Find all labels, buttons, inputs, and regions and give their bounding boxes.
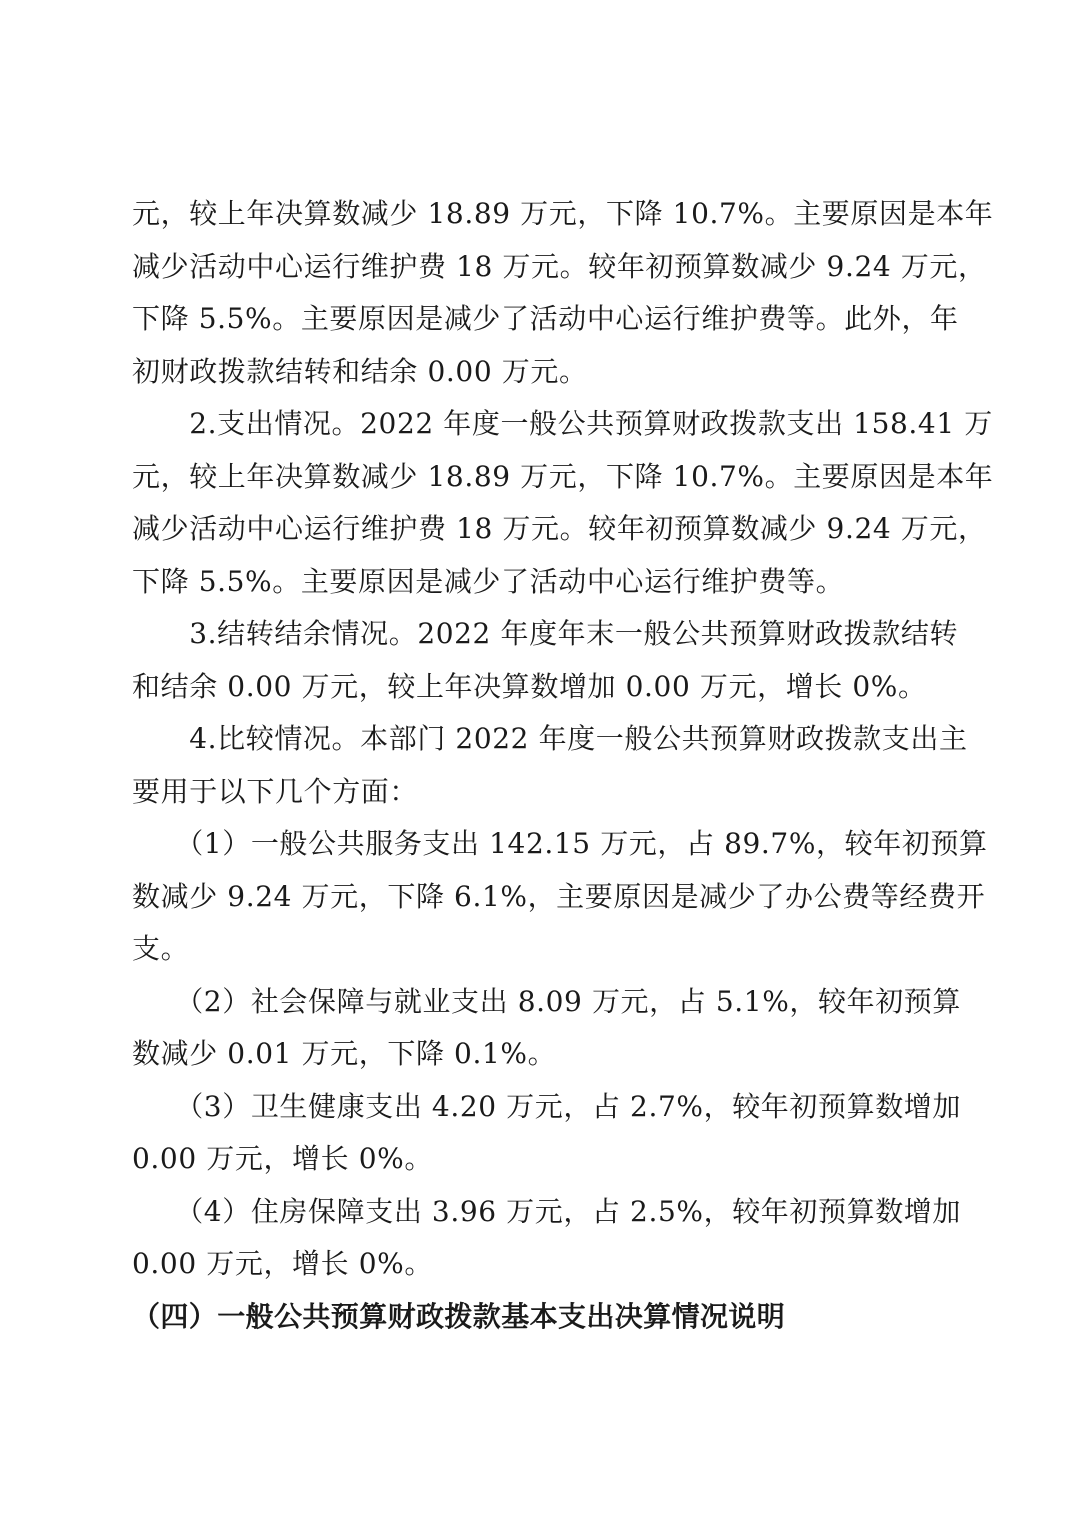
section-heading: （四）一般公共预算财政拨款基本支出决算情况说明 [132,1299,786,1333]
text-line: 支。 [132,932,190,965]
text-line: 0.00 万元，增长 0%。 [132,1142,433,1175]
text-line: 3.结转结余情况。2022 年度年末一般公共预算财政拨款结转 [132,617,959,650]
text-line: 要用于以下几个方面： [132,774,419,808]
text-line: 4.比较情况。本部门 2022 年度一般公共预算财政拨款支出主 [132,722,968,755]
text-line: 0.00 万元，增长 0%。 [132,1247,433,1280]
text-line: 初财政拨款结转和结余 0.00 万元。 [132,354,588,388]
text-line: （1）一般公共服务支出 142.15 万元，占 89.7%，较年初预算 [132,827,988,860]
text-line: （3）卫生健康支出 4.20 万元，占 2.7%，较年初预算数增加 [132,1089,961,1123]
text-line: 减少活动中心运行维护费 18 万元。较年初预算数减少 9.24 万元， [132,512,987,545]
text-line: 2.支出情况。2022 年度一般公共预算财政拨款支出 158.41 万 [132,407,993,440]
text-line: 数减少 0.01 万元，下降 0.1%。 [132,1037,557,1070]
text-line: 下降 5.5%。主要原因是减少了活动中心运行维护费等。此外，年 [132,302,959,335]
text-line: 数减少 9.24 万元，下降 6.1%，主要原因是减少了办公费等经费开 [132,879,986,913]
text-line: 元，较上年决算数减少 18.89 万元，下降 10.7%。主要原因是本年 [132,197,994,230]
text-line: 下降 5.5%。主要原因是减少了活动中心运行维护费等。 [132,564,845,598]
document-body [132,188,994,1343]
text-line: 和结余 0.00 万元，较上年决算数增加 0.00 万元，增长 0%。 [132,669,927,703]
text-line: （2）社会保障与就业支出 8.09 万元，占 5.1%，较年初预算 [132,984,961,1018]
text-line: （4）住房保障支出 3.96 万元，占 2.5%，较年初预算数增加 [132,1194,961,1228]
text-line: 元，较上年决算数减少 18.89 万元，下降 10.7%。主要原因是本年 [132,459,994,493]
text-line: 减少活动中心运行维护费 18 万元。较年初预算数减少 9.24 万元， [132,249,987,283]
